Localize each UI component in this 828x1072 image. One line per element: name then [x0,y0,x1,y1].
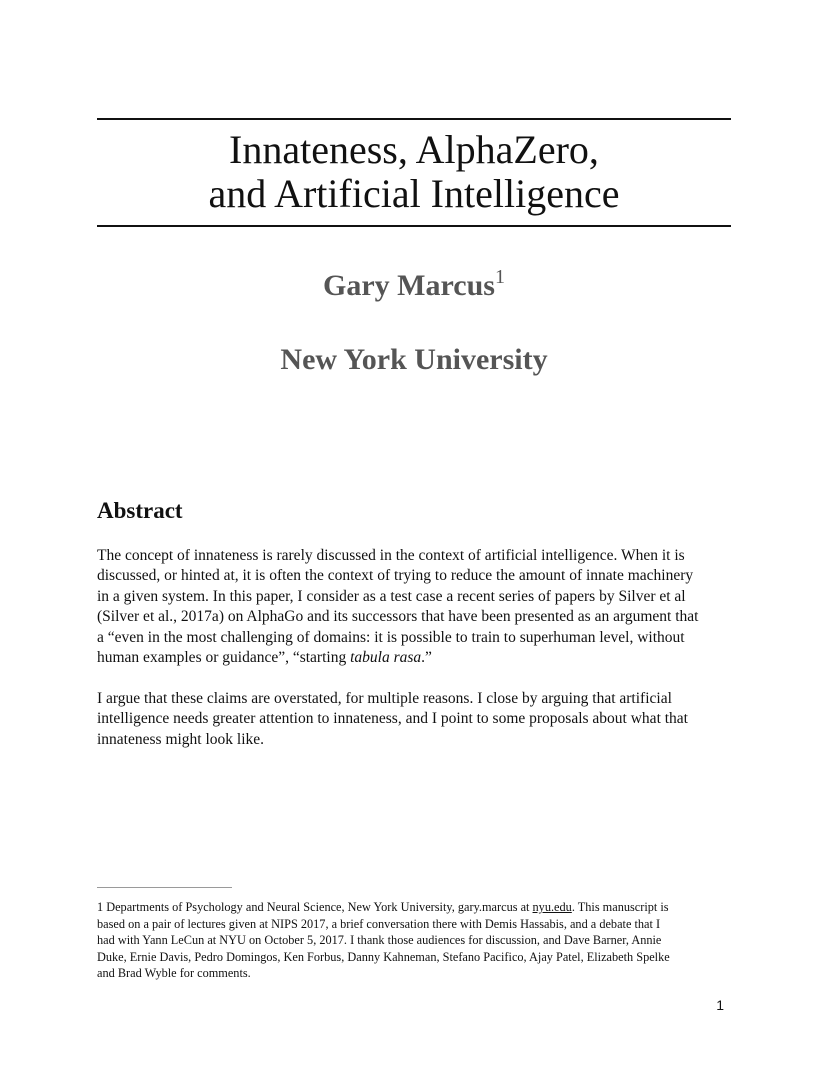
footnote-line-3: had with Yann LeCun at NYU on October 5, 2017. I thank those audiences for discussion, and Dave Barner, Annie [97,933,662,948]
nyu-edu-link[interactable]: nyu.edu [532,900,572,914]
footnote-line-1 [97,899,737,916]
abstract-p2-line-3: innateness might look like. [97,730,265,748]
author-name: Gary Marcus [323,269,495,302]
footnote-line-1-start: 1 Departments of Psychology and Neural Science, New York University, gary.marcus at [97,900,533,914]
footnote-line-2: based on a pair of lectures given at NIPS 2017, a brief conversation there with Demis Hassabis, and a debate that I [97,916,661,931]
abstract-paragraph-1 [97,546,737,668]
abstract-paragraph-2 [97,689,737,750]
abstract-p1-line-2: discussed, or hinted at, it is often the context of trying to reduce the amount of innate machinery [97,567,694,585]
abstract-p1-line-4: (Silver et al., 2017a) on AlphaGo and its successors that have been presented as an argument that [97,608,699,626]
title-bottom-rule [97,225,731,227]
page-number: 1 [716,997,724,1013]
author-affiliation: New York University [280,343,548,376]
abstract-p2-line-2: intelligence needs greater attention to innateness, and I point to some proposals about what that [97,710,688,728]
author-footnote-marker[interactable]: 1 [494,266,505,288]
footnote-line-5: and Brad Wyble for comments. [97,966,251,981]
paper-title [97,128,731,216]
abstract-p1-line-6-end: .” [421,649,432,667]
footnote-line-4: Duke, Ernie Davis, Pedro Domingos, Ken Forbus, Danny Kahneman, Stefano Pacifico, Ajay Patel, Elizabeth Spelke [97,949,670,964]
abstract-p2-line-1: I argue that these claims are overstated, for multiple reasons. I close by arguing that artificial [97,690,672,707]
abstract-p1-line-6-start: human examples or guidance”, “starting [97,649,351,667]
title-line-2: and Artificial Intelligence [208,171,620,216]
title-top-rule [97,118,731,120]
footnote [97,899,737,982]
abstract-p1-line-6 [97,648,737,668]
title-line-1: Innateness, AlphaZero, [229,127,599,172]
footnote-separator [97,887,232,888]
abstract-p1-line-3: in a given system. In this paper, I consider as a test case a recent series of papers by Silver et al [97,587,686,605]
tabula-rasa-italic: tabula rasa [350,649,422,667]
author-line [0,268,828,304]
footnote-line-1-end: . This manuscript is [571,900,669,914]
abstract-heading: Abstract [97,498,183,523]
abstract-p1-line-1: The concept of innateness is rarely discussed in the context of artificial intelligence. When it is [97,547,685,564]
abstract-p1-line-5: a “even in the most challenging of domains: it is possible to train to superhuman level, without [97,628,685,646]
